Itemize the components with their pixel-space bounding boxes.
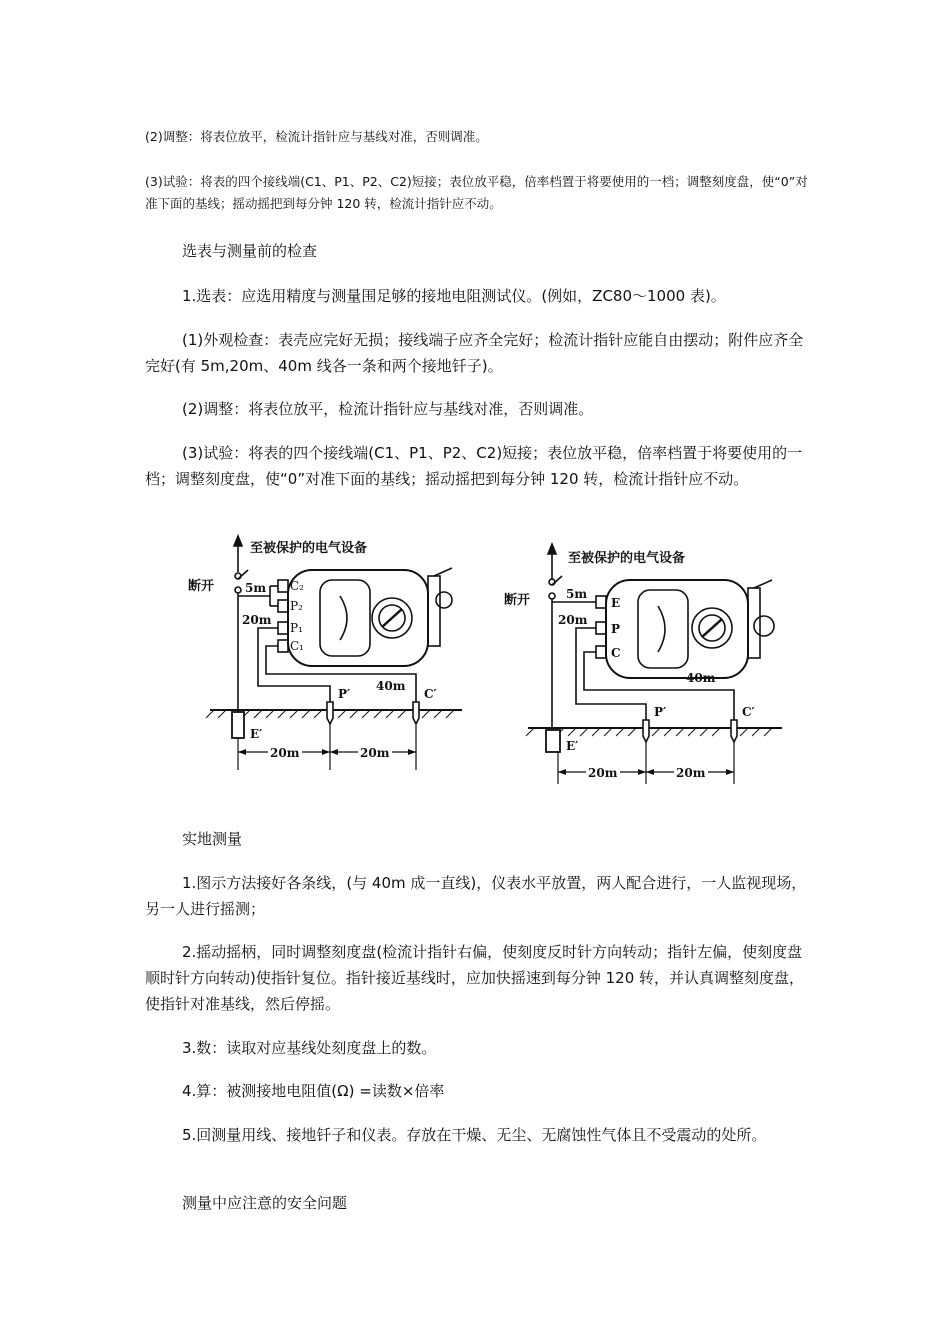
equipment-label: 至被保护的电气设备 (250, 541, 368, 556)
galvanometer-window (638, 590, 688, 668)
note-adjust: (2)调整：将表位放平，检流计指针应与基线对准，否则调准。 (145, 129, 488, 144)
dial-knob (702, 619, 722, 637)
terminal-p-label: P (611, 622, 621, 636)
switch-blade (238, 570, 248, 579)
wire-20m-label: 20m (242, 613, 272, 627)
probe-p-label: P′ (338, 687, 351, 701)
distance-label-1: 20m (588, 766, 618, 780)
switch-bottom-contact (235, 587, 241, 593)
wire-20m (576, 628, 646, 722)
switch-label: 断开 (504, 593, 531, 608)
probe-c (413, 702, 419, 724)
galvanometer-window (320, 580, 370, 656)
switch-label: 断开 (188, 579, 215, 594)
terminal-p1 (278, 622, 288, 634)
terminal-e-label: E (611, 596, 621, 610)
crank-handle (434, 568, 452, 576)
dial-knob (382, 609, 402, 627)
probe-p-label: P′ (654, 705, 667, 719)
arrow-right-icon (408, 749, 416, 755)
wiring-diagram-four-terminal (170, 532, 470, 777)
note-test: (3)试验：将表的四个接线端(C1、P1、P2、C2)短接；表位放平稳，倍率档置于将要使用的一档；调整刻度盘，使“0”对准下面的基线；摇动摇把到每分钟 120 转，检流计指针应不动。 (145, 174, 808, 211)
distance-label-2: 20m (360, 746, 390, 760)
arrow-left-icon (646, 769, 654, 775)
wire-40m-label: 40m (376, 679, 406, 693)
wiring-diagram-three-terminal (500, 540, 800, 785)
wire-5m-label: 5m (245, 581, 267, 595)
earth-electrode (546, 730, 560, 752)
paragraph-visual-check: (1)外观检查：表壳应完好无损；接线端子应齐全完好；检流计指针应能自由摆动；附件应齐全完好(有 5m,20m、40m 线各一条和两个接地钎子)。 (145, 331, 804, 375)
switch-bottom-contact (549, 593, 555, 599)
terminal-c-label: C (611, 646, 621, 660)
wire-40m-label: 40m (686, 671, 716, 685)
crank-housing (428, 576, 440, 646)
electrode-label: E′ (250, 727, 263, 741)
crank-knob (754, 616, 774, 636)
wire-20m-label: 20m (558, 613, 588, 627)
terminal-c1-label: C₁ (290, 639, 304, 653)
crank-handle (754, 580, 772, 588)
earth-electrode (232, 712, 244, 738)
scale-arc (658, 606, 665, 652)
arrow-right-icon (322, 749, 330, 755)
arrow-right-icon (726, 769, 734, 775)
arrow-left-icon (238, 749, 246, 755)
probe-p (327, 702, 333, 724)
arrow-right-icon (638, 769, 646, 775)
terminal-p (596, 622, 606, 634)
switch-blade (552, 576, 562, 585)
arrow-left-icon (330, 749, 338, 755)
paragraph-select-meter: 1.选表：应选用精度与测量围足够的接地电阻测试仪。(例如，ZC80～1000 表)。 (182, 287, 726, 305)
meter-body (288, 570, 428, 666)
probe-c-label: C′ (742, 705, 755, 719)
distance-label-2: 20m (676, 766, 706, 780)
paragraph-crank: 2.摇动摇柄，同时调整刻度盘(检流计指针右偏，使刻度反时针方向转动；指针左偏，使刻度盘顺时针方向转动)使指针复位。指针接近基线时，应加快摇速到每分钟 120 转，并认真调整刻度盘，使指针对准基线，然后停摇。 (145, 943, 805, 1013)
arrow-up-icon (548, 544, 556, 554)
arrow-up-icon (234, 536, 242, 546)
probe-c (731, 720, 737, 742)
paragraph-read: 3.数：读取对应基线处刻度盘上的数。 (182, 1039, 437, 1057)
terminal-p1-label: P₁ (290, 621, 303, 635)
paragraph-connect-wires: 1.图示方法接好各条线，(与 40m 成一直线)，仪表水平放置，两人配合进行，一人监视现场，另一人进行摇测； (145, 874, 807, 918)
wire-5m-label: 5m (566, 587, 588, 601)
section-heading-selection: 选表与测量前的检查 (182, 242, 318, 260)
paragraph-test: (3)试验：将表的四个接线端(C1、P1、P2、C2)短接；表位放平稳，倍率档置于将要使用的一档；调整刻度盘，使“0”对准下面的基线；摇动摇把到每分钟 120 转，检流计指针应不动。 (145, 444, 803, 488)
terminal-c1 (278, 640, 288, 652)
paragraph-store: 5.回测量用线、接地钎子和仪表。存放在干燥、无尘、无腐蚀性气体且不受震动的处所。 (182, 1126, 767, 1144)
section-heading-field-measurement: 实地测量 (182, 830, 243, 848)
terminal-p2 (278, 600, 288, 612)
scale-arc (340, 596, 347, 640)
equipment-label: 至被保护的电气设备 (568, 551, 686, 566)
terminal-c2-label: C₂ (290, 579, 304, 593)
distance-label-1: 20m (270, 746, 300, 760)
terminal-p2-label: P₂ (290, 599, 303, 613)
terminal-c (596, 646, 606, 658)
probe-c-label: C′ (424, 687, 437, 701)
crank-knob (436, 592, 452, 608)
section-heading-safety: 测量中应注意的安全问题 (182, 1194, 348, 1212)
terminal-c2 (278, 580, 288, 592)
arrow-left-icon (558, 769, 566, 775)
paragraph-adjust: (2)调整：将表位放平，检流计指针应与基线对准，否则调准。 (182, 400, 594, 418)
electrode-label: E′ (566, 739, 579, 753)
probe-p (643, 720, 649, 742)
paragraph-calculate: 4.算：被测接地电阻值(Ω) =读数×倍率 (182, 1082, 445, 1100)
meter-body (606, 580, 748, 678)
terminal-e (596, 596, 606, 608)
